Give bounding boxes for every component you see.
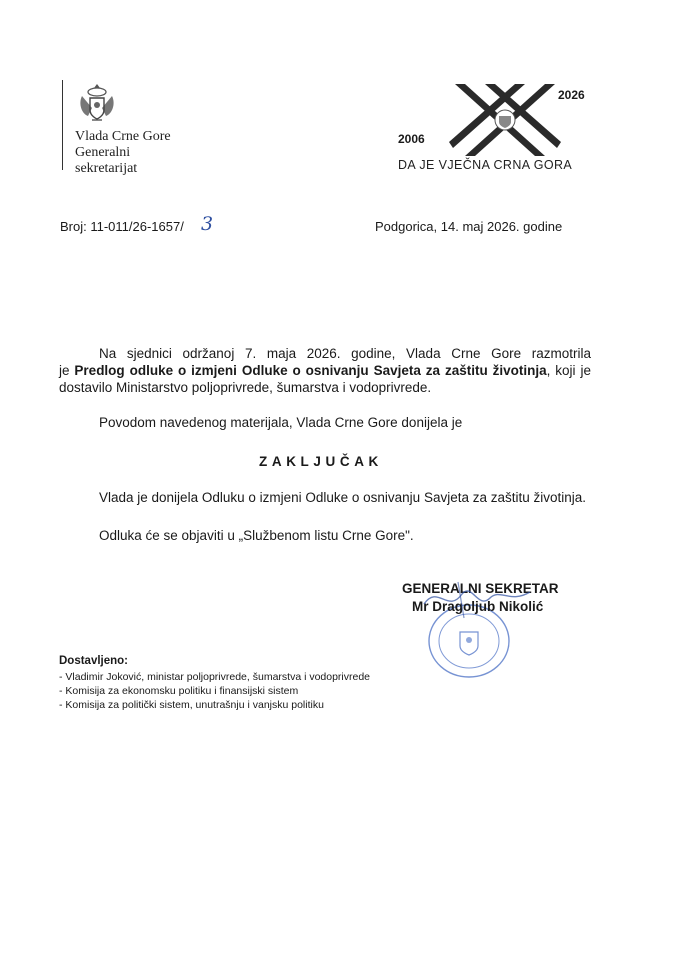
organization-name <box>75 129 171 177</box>
signatory-name: Mr Dragoljub Nikolić <box>412 599 544 614</box>
header-divider <box>62 80 63 170</box>
logo-year-start: 2006 <box>398 132 425 146</box>
org-line-3: sekretarijat <box>75 161 138 176</box>
proposal-title: Predlog odluke o izmjeni Odluke o osnivanju Savjeta za zaštitu životinja <box>74 363 547 378</box>
paragraph-1-pre: je <box>59 363 75 378</box>
org-line-1: Vlada Crne Gore <box>75 129 171 144</box>
coat-of-arms-icon <box>74 80 120 126</box>
logo-motto: DA JE VJEČNA CRNA GORA <box>398 158 573 172</box>
paragraph-3: Vlada je donijela Odluku o izmjeni Odluke o osnivanju Savjeta za zaštitu životinja. <box>99 490 587 505</box>
org-line-2: Generalni <box>75 145 131 160</box>
paragraph-2: Povodom navedenog materijala, Vlada Crne Gore donijela je <box>99 415 463 430</box>
document-number: Broj: 11-011/26-1657/ <box>60 219 184 234</box>
distribution-list <box>59 670 370 712</box>
logo-year-end: 2026 <box>558 88 585 102</box>
paragraph-4: Odluka će se objaviti u „Službenom listu Crne Gore". <box>99 528 414 543</box>
distribution-item: - Komisija za politički sistem, unutrašnju i vanjsku politiku <box>59 699 324 711</box>
signatory-title: GENERALNI SEKRETAR <box>402 581 559 596</box>
place-and-date: Podgorica, 14. maj 2026. godine <box>375 219 563 234</box>
paragraph-1-post: , koji je dostavilo Ministarstvo poljoprivrede, šumarstva i vodoprivrede. <box>59 363 591 395</box>
handwritten-number: 3 <box>201 213 214 235</box>
distribution-heading: Dostavljeno: <box>59 655 129 667</box>
paragraph-1-line-1: Na sjednici održanoj 7. maja 2026. godine, Vlada Crne Gore razmotrila <box>99 346 591 361</box>
paragraph-1 <box>59 345 591 396</box>
distribution-item: - Vladimir Joković, ministar poljoprivrede, šumarstva i vodoprivrede <box>59 671 371 683</box>
handwritten-signature-icon <box>418 574 538 624</box>
distribution-item: - Komisija za ekonomsku politiku i finansijski sistem <box>59 685 299 697</box>
conclusion-heading: ZAKLJUČAK <box>259 454 383 469</box>
